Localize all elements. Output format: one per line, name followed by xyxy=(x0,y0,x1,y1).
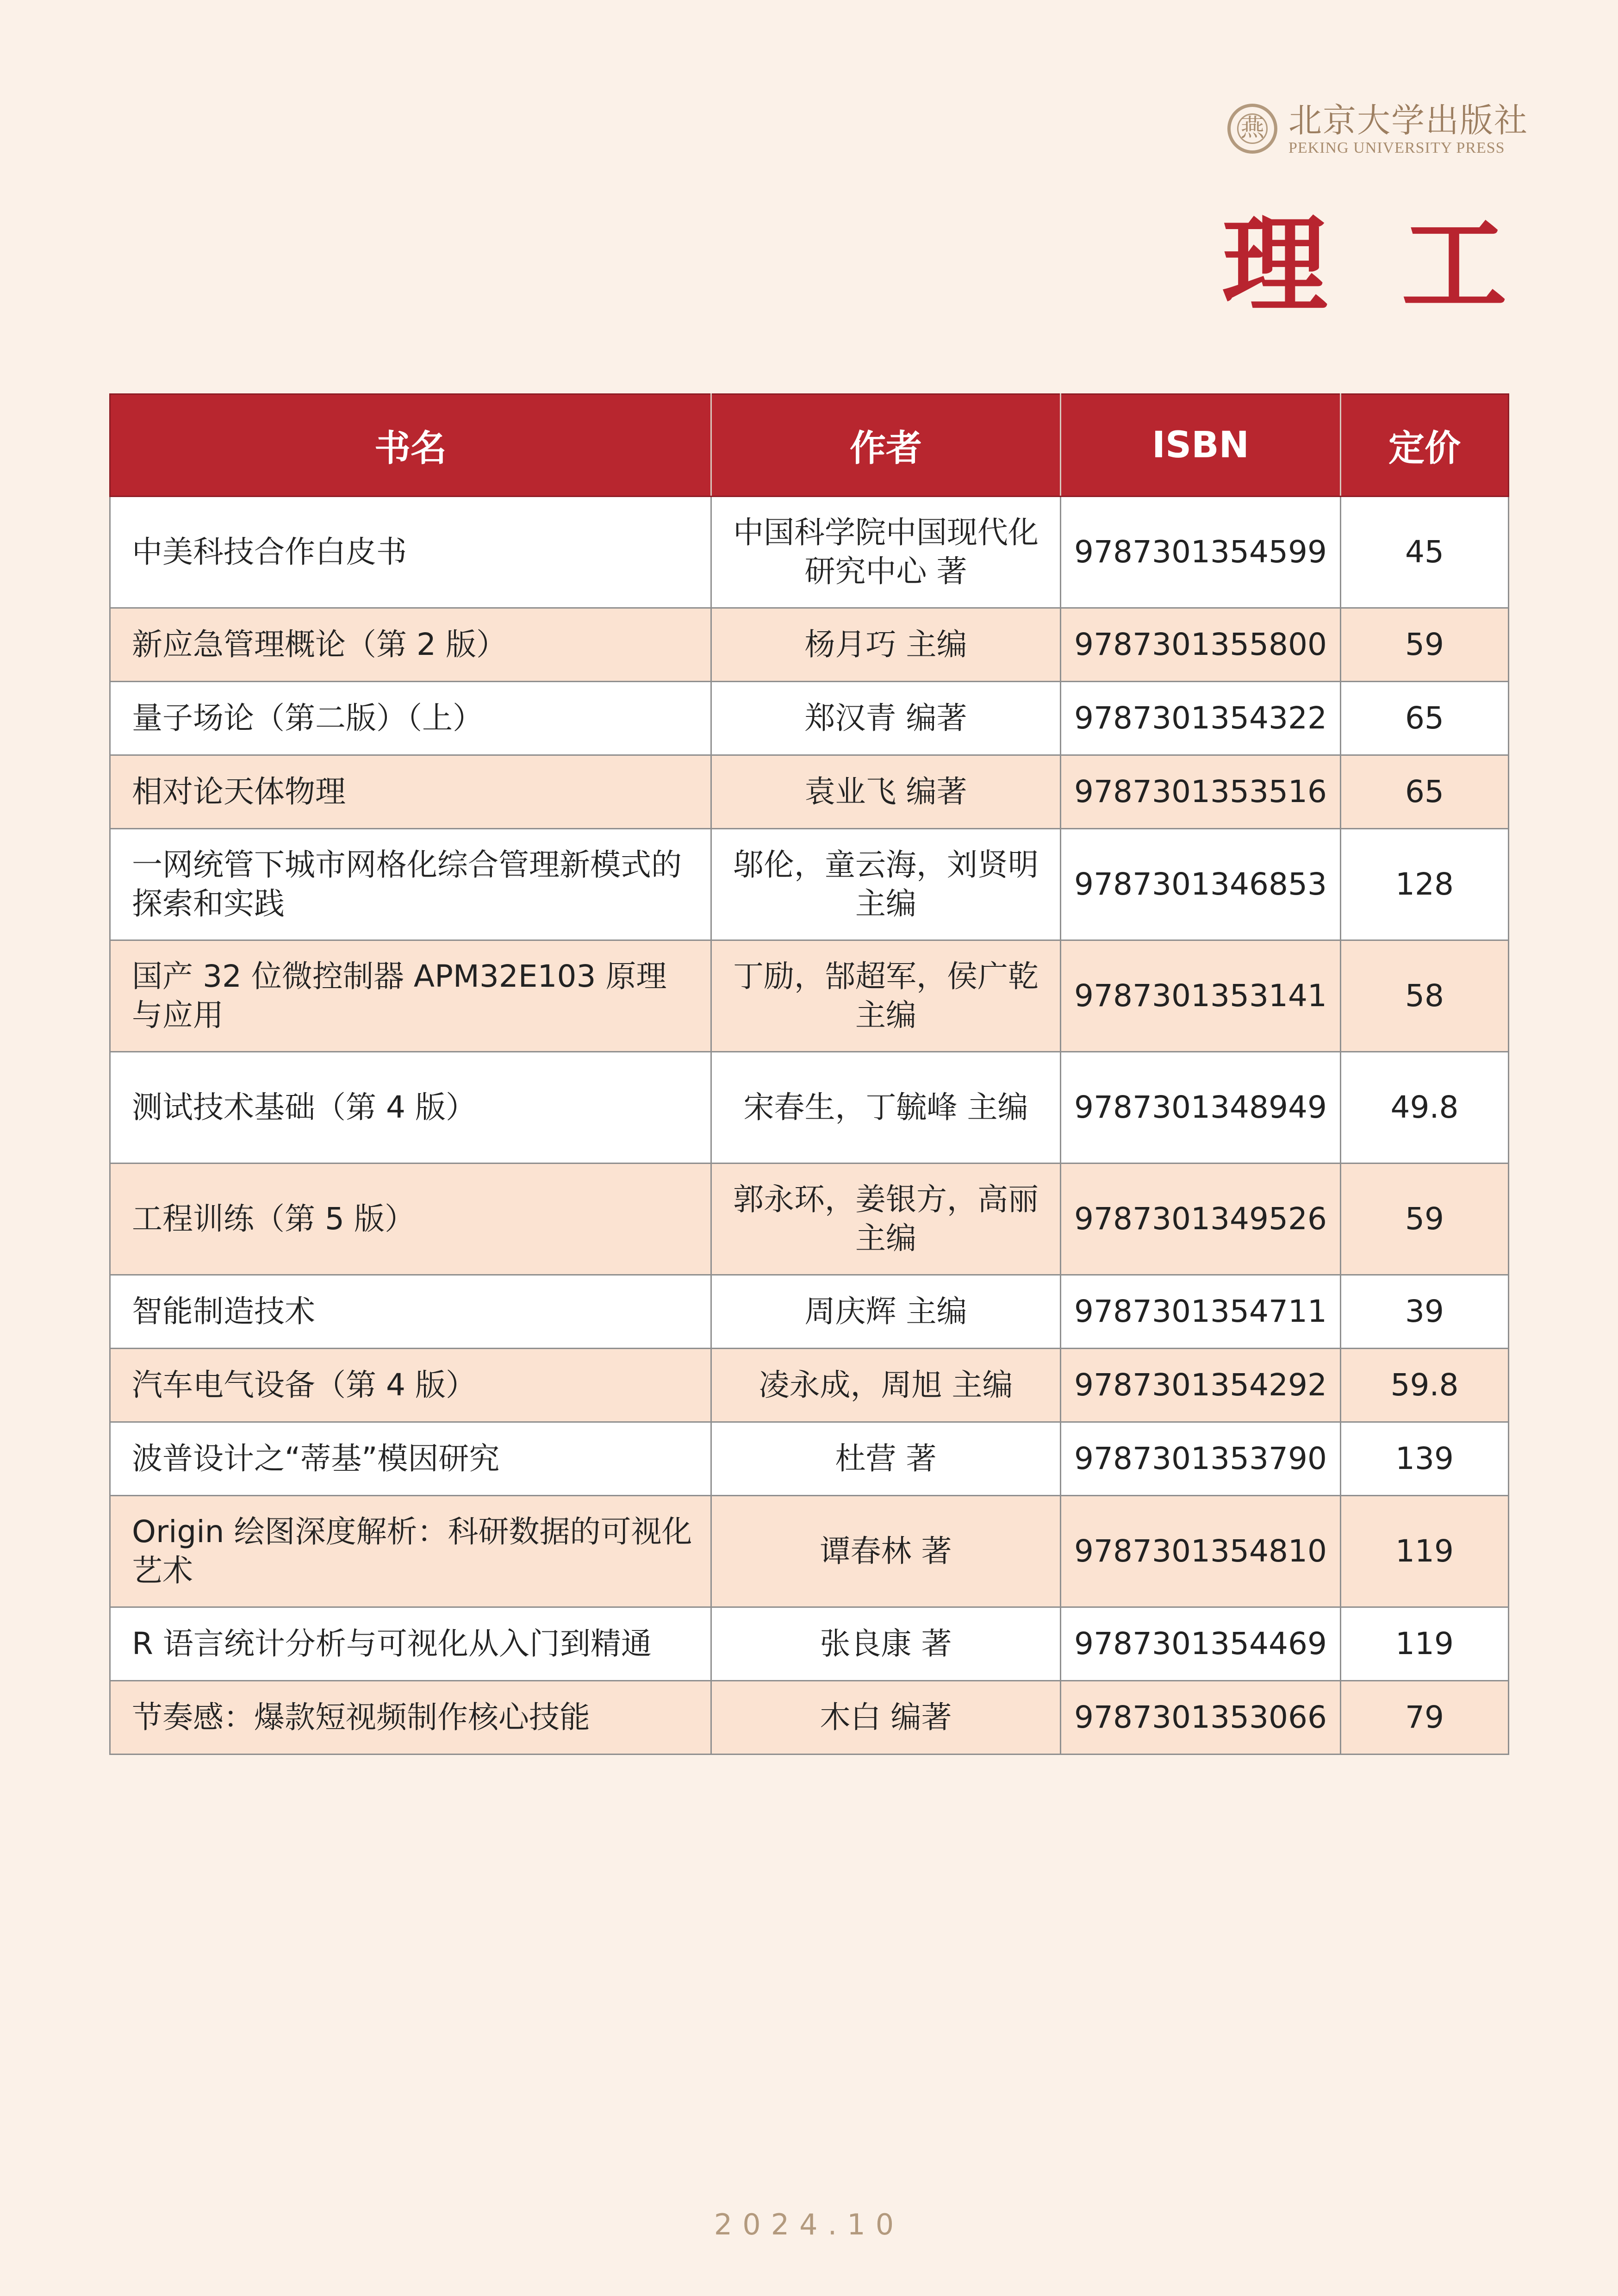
book-title: 工程训练（第 5 版） xyxy=(110,1164,711,1275)
book-title: 中美科技合作白皮书 xyxy=(110,497,711,608)
table-row xyxy=(110,1275,1509,1349)
book-author: 宋春生，丁毓峰 主编 xyxy=(711,1052,1061,1164)
book-table xyxy=(109,393,1508,1755)
table-row xyxy=(110,608,1509,682)
table-row xyxy=(110,497,1509,608)
book-author: 中国科学院中国现代化研究中心 著 xyxy=(711,497,1061,608)
book-title: R 语言统计分析与可视化从入门到精通 xyxy=(110,1607,711,1681)
book-author: 郭永环，姜银方，高丽 主编 xyxy=(711,1164,1061,1275)
book-isbn: 9787301353790 xyxy=(1061,1422,1341,1496)
book-title: 一网统管下城市网格化综合管理新模式的探索和实践 xyxy=(110,829,711,940)
table-row xyxy=(110,755,1509,829)
book-price: 65 xyxy=(1341,755,1509,829)
book-price: 139 xyxy=(1341,1422,1509,1496)
book-price: 59 xyxy=(1341,608,1509,682)
table-row xyxy=(110,829,1509,940)
book-price: 59.8 xyxy=(1341,1349,1509,1422)
book-isbn: 9787301349526 xyxy=(1061,1164,1341,1275)
book-author: 袁业飞 编著 xyxy=(711,755,1061,829)
book-isbn: 9787301348949 xyxy=(1061,1052,1341,1164)
book-author: 杨月巧 主编 xyxy=(711,608,1061,682)
table-row xyxy=(110,1349,1509,1422)
book-isbn: 9787301354711 xyxy=(1061,1275,1341,1349)
book-isbn: 9787301353066 xyxy=(1061,1681,1341,1755)
header-author: 作者 xyxy=(711,394,1061,497)
header-price: 定价 xyxy=(1341,394,1509,497)
book-author: 杜营 著 xyxy=(711,1422,1061,1496)
book-price: 79 xyxy=(1341,1681,1509,1755)
table-header-row xyxy=(110,394,1509,497)
book-isbn: 9787301353516 xyxy=(1061,755,1341,829)
book-isbn: 9787301354599 xyxy=(1061,497,1341,608)
publisher-name-en: PEKING UNIVERSITY PRESS xyxy=(1288,139,1505,156)
book-price: 58 xyxy=(1341,940,1509,1052)
book-author: 郑汉青 编著 xyxy=(711,682,1061,755)
table-row xyxy=(110,1422,1509,1496)
book-price: 119 xyxy=(1341,1607,1509,1681)
book-price: 128 xyxy=(1341,829,1509,940)
publisher-logo xyxy=(1227,101,1528,156)
book-title: Origin 绘图深度解析：科研数据的可视化艺术 xyxy=(110,1496,711,1607)
book-isbn: 9787301354292 xyxy=(1061,1349,1341,1422)
issue-date: 2024.10 xyxy=(714,2208,904,2241)
book-title: 智能制造技术 xyxy=(110,1275,711,1349)
seal-glyph: 燕 xyxy=(1240,114,1264,142)
table-row xyxy=(110,682,1509,755)
publisher-name xyxy=(1288,101,1528,156)
table-row xyxy=(110,1681,1509,1755)
book-title: 波普设计之“蒂基”模因研究 xyxy=(110,1422,711,1496)
book-title: 测试技术基础（第 4 版） xyxy=(110,1052,711,1164)
table-row xyxy=(110,1164,1509,1275)
book-price: 49.8 xyxy=(1341,1052,1509,1164)
book-title: 相对论天体物理 xyxy=(110,755,711,829)
publisher-name-cn: 北京大学出版社 xyxy=(1288,101,1529,140)
book-isbn: 9787301353141 xyxy=(1061,940,1341,1052)
book-title: 新应急管理概论（第 2 版） xyxy=(110,608,711,682)
book-isbn: 9787301355800 xyxy=(1061,608,1341,682)
book-price: 59 xyxy=(1341,1164,1509,1275)
book-author: 丁励，郜超军，侯广乾 主编 xyxy=(711,940,1061,1052)
book-isbn: 9787301354322 xyxy=(1061,682,1341,755)
book-price: 119 xyxy=(1341,1496,1509,1607)
book-author: 周庆辉 主编 xyxy=(711,1275,1061,1349)
header-title: 书名 xyxy=(110,394,711,497)
table-row xyxy=(110,1607,1509,1681)
book-title: 节奏感：爆款短视频制作核心技能 xyxy=(110,1681,711,1755)
book-isbn: 9787301354810 xyxy=(1061,1496,1341,1607)
book-isbn: 9787301346853 xyxy=(1061,829,1341,940)
table-row xyxy=(110,940,1509,1052)
book-author: 邬伦，童云海，刘贤明 主编 xyxy=(711,829,1061,940)
header-isbn: ISBN xyxy=(1061,394,1341,497)
table-row xyxy=(110,1052,1509,1164)
book-title: 量子场论（第二版）（上） xyxy=(110,682,711,755)
book-price: 45 xyxy=(1341,497,1509,608)
book-price: 65 xyxy=(1341,682,1509,755)
book-author: 凌永成，周旭 主编 xyxy=(711,1349,1061,1422)
book-isbn: 9787301354469 xyxy=(1061,1607,1341,1681)
book-title: 汽车电气设备（第 4 版） xyxy=(110,1349,711,1422)
table-row xyxy=(110,1496,1509,1607)
section-title: 理工 xyxy=(1222,203,1581,327)
book-author: 木白 编著 xyxy=(711,1681,1061,1755)
book-price: 39 xyxy=(1341,1275,1509,1349)
book-author: 张良康 著 xyxy=(711,1607,1061,1681)
seal-icon xyxy=(1227,104,1277,154)
book-title: 国产 32 位微控制器 APM32E103 原理与应用 xyxy=(110,940,711,1052)
book-author: 谭春林 著 xyxy=(711,1496,1061,1607)
